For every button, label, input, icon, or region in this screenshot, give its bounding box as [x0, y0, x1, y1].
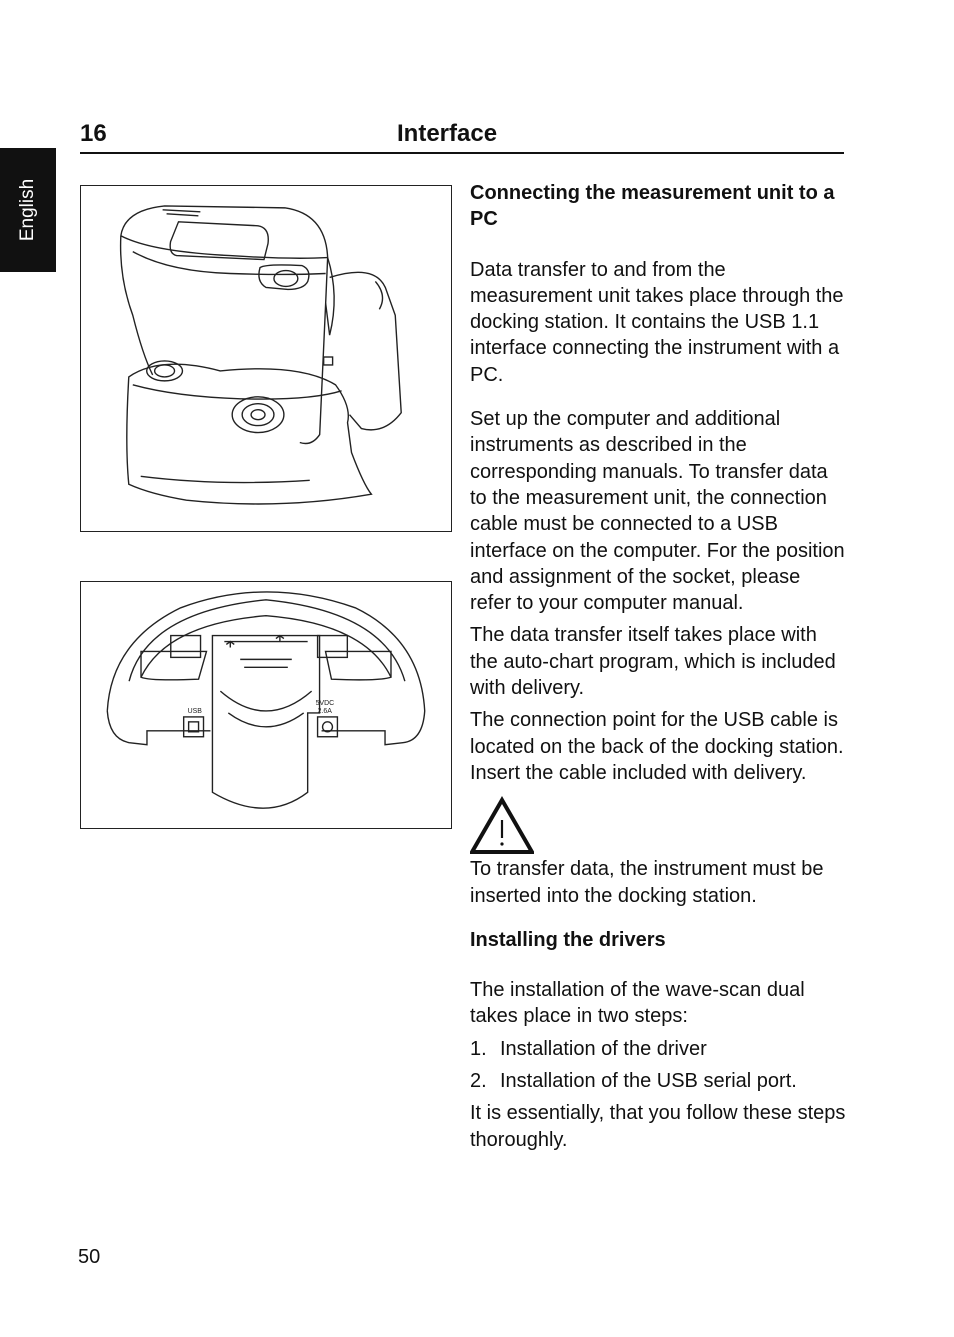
paragraph-auto-chart: The data transfer itself takes place with the auto-chart program, which is included with delivery.	[470, 624, 836, 700]
section-heading-connecting: Connecting the measurement unit to a PC	[470, 182, 835, 231]
list-item-text: Installation of the USB serial port.	[500, 1070, 797, 1093]
list-item-number: 1.	[470, 1037, 487, 1060]
language-tab	[0, 148, 56, 272]
paragraph-closing: It is essentially, that you follow these steps thoroughly.	[470, 1102, 846, 1151]
paragraph-data-transfer: Data transfer to and from the measurement unit takes place through the docking station. It contains the USB 1.1 interface connecting the instrument with a PC.	[470, 258, 844, 386]
paragraph-installation-steps: The installation of the wave-scan dual takes place in two steps:	[470, 979, 805, 1028]
docking-station-figure	[80, 581, 452, 829]
instrument-in-dock-figure	[80, 185, 452, 532]
list-item-text: Installation of the driver	[500, 1037, 707, 1060]
chapter-header	[80, 118, 844, 154]
page-number: 50	[78, 1246, 101, 1268]
paragraph-connection-point: The connection point for the USB cable is located on the back of the docking station. Insert the cable included with delivery.	[470, 709, 844, 784]
usb-port-label: USB	[187, 707, 202, 715]
docking-station-illustration	[81, 582, 451, 828]
chapter-number: 16	[80, 120, 107, 147]
warning-text: To transfer data, the instrument must be inserted into the docking station.	[470, 858, 824, 907]
list-item-number: 2.	[470, 1070, 487, 1093]
paragraph-setup: Set up the computer and additional instruments as described in the corresponding manuals. To transfer data to the measurement unit, the connection cable must be connected to a USB interface on the computer. For the position and assignment of the socket, please refer to your computer manual.	[470, 408, 845, 615]
section-heading-drivers: Installing the drivers	[470, 928, 666, 951]
main-text-column	[470, 180, 846, 1153]
chapter-title: Interface	[397, 120, 498, 147]
power-port-label: 5VDC 2.6A	[315, 700, 335, 715]
list-item	[470, 1068, 846, 1094]
instrument-illustration	[81, 186, 451, 531]
list-item	[470, 1036, 846, 1062]
language-tab-label: English	[17, 178, 38, 242]
warning-icon	[470, 796, 846, 856]
